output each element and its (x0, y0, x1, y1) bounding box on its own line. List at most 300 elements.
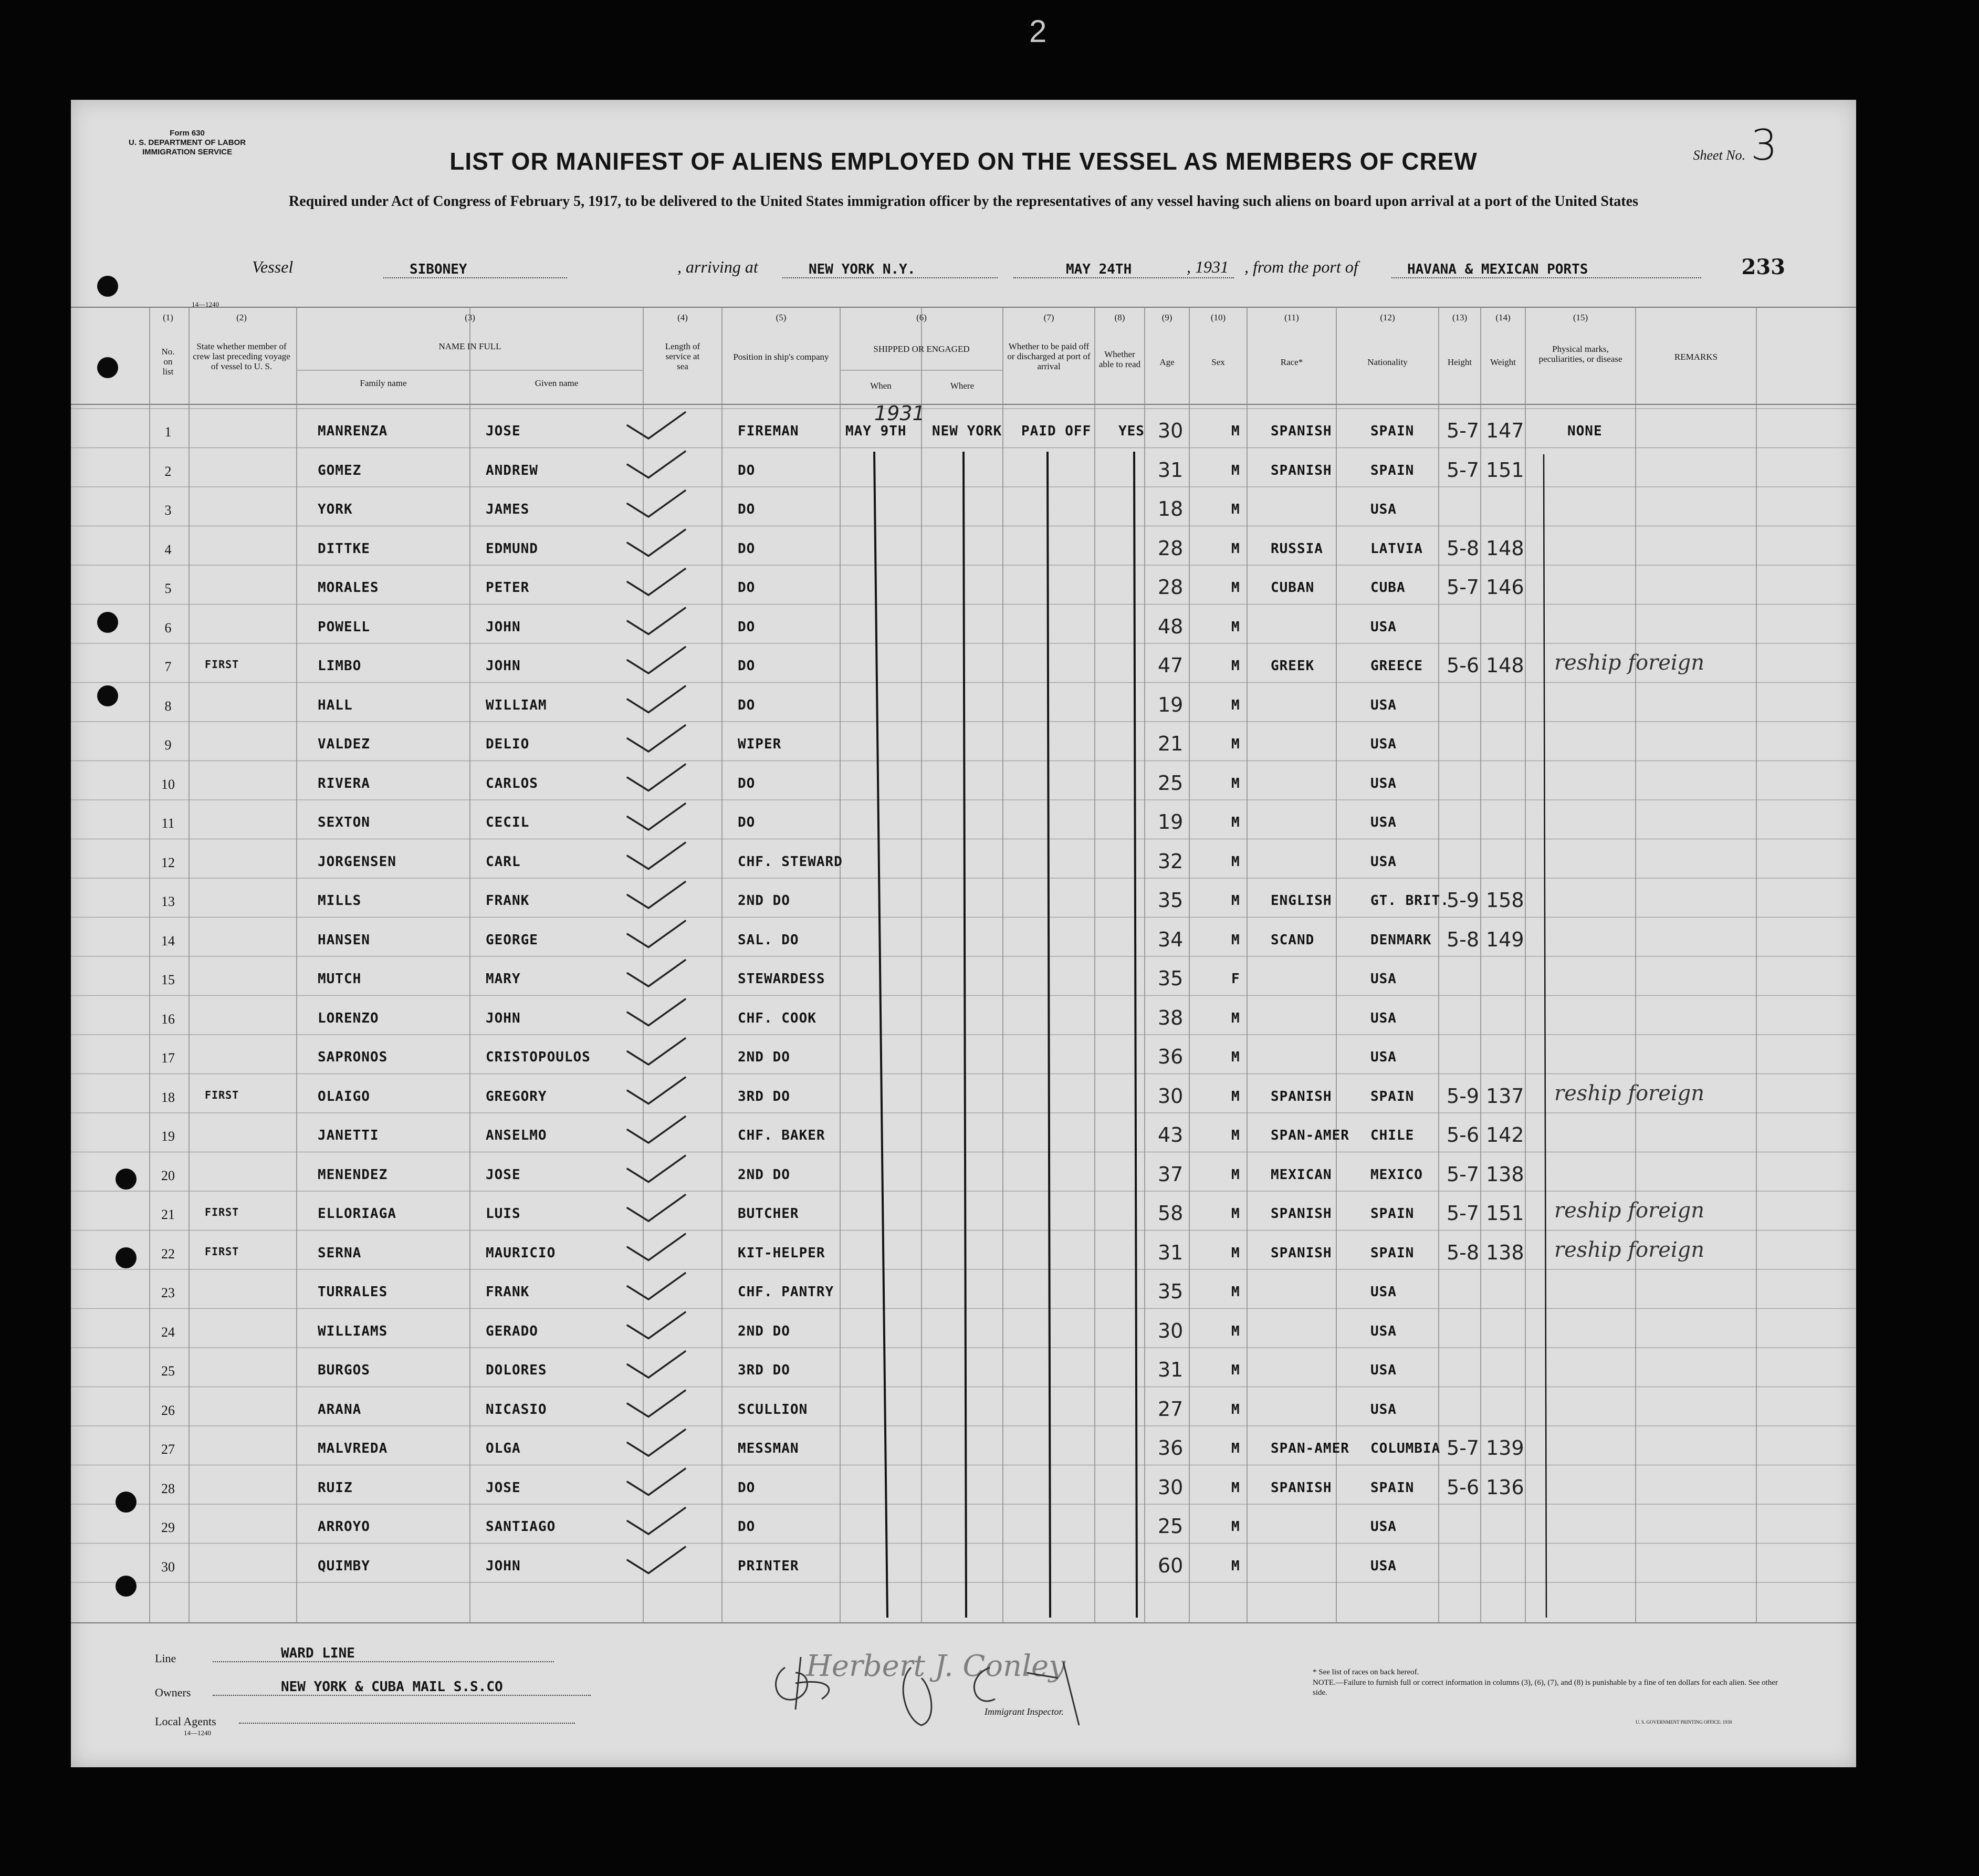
weight-cell: 148 (1486, 536, 1524, 560)
family-name-cell: HALL (318, 697, 353, 713)
row-number: 16 (161, 1011, 175, 1027)
col13-num: (13) (1452, 312, 1468, 322)
inspector-label: Immigrant Inspector. (985, 1706, 1064, 1717)
col11-label: Race* (1280, 357, 1303, 367)
age-cell: 31 (1158, 458, 1184, 482)
family-name-cell: POWELL (318, 619, 370, 635)
age-cell: 19 (1158, 693, 1184, 716)
service-text: IMMIGRATION SERVICE (142, 148, 233, 157)
sex-cell: M (1231, 423, 1240, 439)
position-cell: DO (738, 815, 756, 830)
nationality-cell: GT. BRIT. (1370, 893, 1449, 909)
height-cell: 5-9 (1447, 1084, 1480, 1108)
given-name-cell: DELIO (486, 736, 530, 752)
family-name-cell: TURRALES (318, 1284, 388, 1300)
department-text: U. S. DEPARTMENT OF LABOR (129, 138, 246, 147)
sex-cell: M (1231, 1245, 1240, 1261)
race-cell: SPANISH (1271, 1479, 1332, 1496)
row-number: 5 (164, 581, 172, 596)
sex-cell: M (1231, 1128, 1240, 1143)
nationality-cell: USA (1370, 971, 1397, 987)
row-number: 26 (161, 1402, 175, 1418)
family-name-cell: MILLS (318, 893, 362, 909)
age-cell: 35 (1158, 889, 1184, 912)
given-name-cell: JOHN (486, 658, 521, 674)
age-cell: 38 (1158, 1006, 1184, 1029)
given-name-cell: JOSE (486, 1166, 521, 1183)
col15-num: (15) (1573, 312, 1588, 322)
sex-cell: M (1231, 1284, 1240, 1300)
col4-num: (4) (677, 312, 688, 322)
row-number: 20 (161, 1168, 175, 1183)
race-cell: SPAN-AMER (1271, 1128, 1349, 1143)
nationality-cell: USA (1370, 619, 1397, 635)
punch-hole (116, 1576, 137, 1597)
state-cell: FIRST (205, 658, 239, 671)
page-title: LIST OR MANIFEST OF ALIENS EMPLOYED ON THE VESSEL AS MEMBERS OF CREW (449, 148, 1478, 175)
race-cell: SPANISH (1271, 1088, 1332, 1104)
height-cell: 5-6 (1447, 1475, 1480, 1499)
weight-cell: 151 (1486, 1202, 1524, 1225)
sex-cell: M (1231, 775, 1240, 791)
form-no-text: Form 630 (170, 129, 205, 138)
age-cell: 32 (1158, 849, 1184, 873)
given-name-cell: GERADO (486, 1323, 538, 1339)
family-name-cell: RIVERA (318, 775, 370, 791)
col3-family: Family name (360, 378, 407, 388)
given-name-cell: JOSE (486, 1479, 521, 1496)
sex-cell: M (1231, 1166, 1240, 1183)
height-cell: 5-6 (1447, 1123, 1480, 1147)
col10-label: Sex (1211, 357, 1225, 367)
given-name-cell: NICASIO (486, 1401, 547, 1418)
col1-num: (1) (163, 312, 173, 322)
race-cell: GREEK (1271, 658, 1315, 674)
age-cell: 47 (1158, 654, 1184, 677)
sex-cell: M (1231, 697, 1240, 713)
sex-cell: M (1231, 736, 1240, 752)
family-name-cell: BURGOS (318, 1362, 370, 1378)
height-cell: 5-8 (1447, 927, 1480, 951)
col1-label: No. on list (161, 347, 175, 377)
weight-cell: 139 (1486, 1436, 1524, 1460)
remarks-cell: reship foreign (1554, 1198, 1705, 1223)
col12-label: Nationality (1367, 357, 1408, 367)
given-name-cell: MARY (486, 971, 521, 987)
nationality-cell: LATVIA (1370, 540, 1423, 557)
family-name-cell: OLAIGO (318, 1088, 370, 1104)
state-cell: FIRST (205, 1206, 239, 1218)
family-name-cell: ARANA (318, 1401, 362, 1418)
given-name-cell: ANSELMO (486, 1128, 547, 1143)
height-cell: 5-7 (1447, 419, 1480, 442)
age-cell: 18 (1158, 497, 1184, 520)
line-value: WARD LINE (213, 1645, 554, 1662)
nationality-cell: USA (1370, 1010, 1397, 1026)
nationality-cell: COLUMBIA (1370, 1441, 1441, 1456)
marks-cell: NONE (1567, 423, 1603, 439)
nationality-cell: USA (1370, 502, 1397, 517)
family-name-cell: LORENZO (318, 1010, 379, 1026)
race-cell: SPAN-AMER (1271, 1441, 1349, 1456)
col12-num: (12) (1380, 312, 1395, 322)
state-cell: FIRST (205, 1088, 239, 1101)
row-number: 6 (164, 620, 172, 635)
page-subtitle: Required under Act of Congress of February 5, 1917, to be delivered to the United States immigration officer by the representatives of any vessel having such aliens on board upon arrival at a port of the United States (289, 193, 1638, 210)
owners-value: NEW YORK & CUBA MAIL S.S.CO (213, 1679, 591, 1696)
position-cell: DO (738, 462, 756, 478)
row-number: 8 (164, 698, 172, 714)
height-cell: 5-7 (1447, 458, 1480, 482)
age-cell: 25 (1158, 1515, 1184, 1538)
agents-label: Local Agents (155, 1715, 216, 1728)
row-number: 28 (161, 1481, 175, 1496)
nationality-cell: USA (1370, 1049, 1397, 1065)
printing-office: U. S. GOVERNMENT PRINTING OFFICE: 1930 (1636, 1719, 1732, 1725)
col9-label: Age (1159, 357, 1175, 367)
row-number: 13 (161, 894, 175, 909)
position-cell: CHF. STEWARD (738, 853, 843, 870)
sex-cell: M (1231, 1479, 1240, 1496)
nationality-cell: DENMARK (1370, 932, 1432, 948)
sex-cell: F (1231, 971, 1240, 987)
given-name-cell: JOSE (486, 423, 521, 439)
position-cell: SAL. DO (738, 932, 799, 948)
race-cell: SCAND (1271, 932, 1315, 948)
position-cell: BUTCHER (738, 1206, 799, 1222)
family-name-cell: MORALES (318, 580, 379, 596)
nationality-cell: USA (1370, 1401, 1397, 1418)
age-cell: 48 (1158, 614, 1184, 638)
col8-label: Whether able to read (1098, 349, 1141, 369)
age-cell: 28 (1158, 576, 1184, 599)
signature-text: Herbert J. Conley (806, 1649, 1065, 1683)
given-name-cell: LUIS (486, 1206, 521, 1222)
family-name-cell: MUTCH (318, 971, 362, 987)
row-number: 19 (161, 1129, 175, 1144)
age-cell: 60 (1158, 1554, 1184, 1577)
family-name-cell: MALVREDA (318, 1441, 388, 1456)
races-note: * See list of races on back hereof. (1313, 1668, 1419, 1676)
height-cell: 5-9 (1447, 889, 1480, 912)
nationality-cell: USA (1370, 853, 1397, 870)
nationality-cell: USA (1370, 1558, 1397, 1574)
age-cell: 30 (1158, 1319, 1184, 1342)
sex-cell: M (1231, 462, 1240, 478)
weight-cell: 158 (1486, 889, 1524, 912)
sex-cell: M (1231, 619, 1240, 635)
arriving-label: , arriving at (677, 257, 758, 276)
given-name-cell: ANDREW (486, 462, 538, 478)
age-cell: 31 (1158, 1241, 1184, 1264)
position-cell: DO (738, 540, 756, 557)
position-cell: KIT-HELPER (738, 1245, 825, 1261)
family-name-cell: MENENDEZ (318, 1166, 388, 1183)
row-number: 9 (164, 737, 172, 753)
given-name-cell: JOHN (486, 1558, 521, 1574)
weight-cell: 136 (1486, 1475, 1524, 1499)
port-label: , from the port of (1244, 257, 1358, 276)
given-name-cell: FRANK (486, 1284, 530, 1300)
row-number: 18 (161, 1089, 175, 1105)
family-name-cell: JANETTI (318, 1128, 379, 1143)
punch-hole (116, 1247, 137, 1268)
nationality-cell: SPAIN (1370, 1245, 1415, 1261)
height-cell: 5-7 (1447, 1202, 1480, 1225)
row-number: 23 (161, 1285, 175, 1300)
age-cell: 28 (1158, 536, 1184, 560)
position-cell: CHF. BAKER (738, 1128, 825, 1143)
sex-cell: M (1231, 815, 1240, 830)
position-cell: 2ND DO (738, 1049, 790, 1065)
given-name-cell: WILLIAM (486, 697, 547, 713)
sex-cell: M (1231, 1362, 1240, 1378)
when-cell: MAY 9TH (845, 423, 907, 439)
position-cell: DO (738, 1519, 756, 1535)
col6-when: When (870, 381, 892, 391)
col3-given: Given name (535, 378, 579, 388)
col8-num: (8) (1114, 312, 1125, 322)
race-cell: SPANISH (1271, 462, 1332, 478)
col11-num: (11) (1284, 312, 1299, 322)
sheet-no: 3 (1751, 121, 1777, 170)
manifest-sheet (71, 100, 1856, 1767)
height-cell: 5-6 (1447, 654, 1480, 677)
col14-num: (14) (1495, 312, 1511, 322)
sex-cell: M (1231, 1010, 1240, 1026)
weight-cell: 146 (1486, 576, 1524, 599)
col6-where: Where (950, 381, 975, 391)
sex-cell: M (1231, 1206, 1240, 1222)
col5-num: (5) (776, 312, 787, 322)
nationality-cell: SPAIN (1370, 1479, 1415, 1496)
family-name-cell: RUIZ (318, 1479, 353, 1496)
position-cell: CHF. COOK (738, 1010, 816, 1026)
row-number: 25 (161, 1363, 175, 1379)
weight-cell: 137 (1486, 1084, 1524, 1108)
punch-hole (116, 1169, 137, 1190)
nationality-cell: CHILE (1370, 1128, 1415, 1143)
agents-code: 14—1240 (184, 1729, 211, 1737)
position-cell: DO (738, 658, 756, 674)
weight-cell: 147 (1486, 419, 1524, 442)
page-number: 233 (1741, 255, 1785, 279)
row-number: 24 (161, 1324, 175, 1340)
given-name-cell: CARLOS (486, 775, 538, 791)
position-cell: DO (738, 1479, 756, 1496)
family-name-cell: HANSEN (318, 932, 370, 948)
given-name-cell: OLGA (486, 1441, 521, 1456)
nationality-cell: USA (1370, 815, 1397, 830)
nationality-cell: SPAIN (1370, 1206, 1415, 1222)
position-cell: DO (738, 619, 756, 635)
family-name-cell: YORK (318, 502, 353, 517)
age-cell: 35 (1158, 967, 1184, 990)
vessel-name: SIBONEY (383, 262, 567, 278)
height-cell: 5-7 (1447, 1436, 1480, 1460)
agents-line (239, 1723, 575, 1724)
position-cell: 3RD DO (738, 1362, 790, 1378)
position-cell: CHF. PANTRY (738, 1284, 834, 1300)
given-name-cell: MAURICIO (486, 1245, 556, 1261)
nationality-cell: USA (1370, 1362, 1397, 1378)
row-number: 27 (161, 1442, 175, 1457)
position-cell: DO (738, 775, 756, 791)
race-cell: RUSSIA (1271, 540, 1323, 557)
row-number: 21 (161, 1207, 175, 1222)
family-name-cell: ELLORIAGA (318, 1206, 396, 1222)
age-cell: 19 (1158, 810, 1184, 833)
row-number: 4 (164, 541, 172, 557)
row-number: 7 (164, 659, 172, 674)
col13-label: Height (1447, 357, 1472, 367)
paid-off-cell: PAID OFF (1021, 423, 1092, 439)
age-cell: 27 (1158, 1397, 1184, 1421)
family-name-cell: SEXTON (318, 815, 370, 830)
col10-num: (10) (1210, 312, 1226, 322)
weight-cell: 138 (1486, 1241, 1524, 1264)
position-cell: DO (738, 580, 756, 596)
shipped-year: 1931 (874, 402, 925, 425)
sex-cell: M (1231, 1323, 1240, 1339)
remarks-cell: reship foreign (1554, 651, 1705, 675)
col3-num: (3) (465, 312, 475, 322)
remarks-label: REMARKS (1674, 352, 1718, 362)
punch-hole (116, 1492, 137, 1513)
nationality-cell: SPAIN (1370, 423, 1415, 439)
position-cell: DO (738, 697, 756, 713)
sex-cell: M (1231, 580, 1240, 596)
given-name-cell: EDMUND (486, 540, 538, 557)
nationality-cell: USA (1370, 775, 1397, 791)
arrival-year: , 1931 (1187, 257, 1229, 276)
sex-cell: M (1231, 1088, 1240, 1104)
weight-cell: 149 (1486, 927, 1524, 951)
arrival-date: MAY 24TH (1013, 262, 1234, 278)
age-cell: 37 (1158, 1162, 1184, 1186)
position-cell: PRINTER (738, 1558, 799, 1574)
given-name-cell: SANTIAGO (486, 1519, 556, 1535)
nationality-cell: SPAIN (1370, 1088, 1415, 1104)
col7-num: (7) (1043, 312, 1054, 322)
col9-num: (9) (1161, 312, 1172, 322)
family-name-cell: LIMBO (318, 658, 362, 674)
nationality-cell: USA (1370, 1284, 1397, 1300)
given-name-cell: GEORGE (486, 932, 538, 948)
col2-num: (2) (236, 312, 247, 322)
row-number: 14 (161, 933, 175, 949)
family-name-cell: GOMEZ (318, 462, 362, 478)
given-name-cell: JAMES (486, 502, 530, 517)
given-name-cell: CRISTOPOULOS (486, 1049, 591, 1065)
race-cell: CUBAN (1271, 580, 1315, 596)
given-name-cell: CECIL (486, 815, 530, 830)
col15-label: Physical marks, peculiarities, or disease (1538, 344, 1622, 364)
sex-cell: M (1231, 1049, 1240, 1065)
age-cell: 30 (1158, 1475, 1184, 1499)
given-name-cell: CARL (486, 853, 521, 870)
family-name-cell: SERNA (318, 1245, 362, 1261)
where-cell: NEW YORK (932, 423, 1002, 439)
row-number: 2 (164, 463, 172, 479)
position-cell: DO (738, 502, 756, 517)
row-number: 17 (161, 1050, 175, 1066)
arriving-port: NEW YORK N.Y. (782, 262, 998, 278)
nationality-cell: SPAIN (1370, 462, 1415, 478)
row-number: 3 (164, 503, 172, 518)
row-number: 22 (161, 1246, 175, 1262)
row-number: 30 (161, 1559, 175, 1575)
nationality-cell: USA (1370, 697, 1397, 713)
position-cell: 3RD DO (738, 1088, 790, 1104)
given-name-cell: GREGORY (486, 1088, 547, 1104)
position-cell: MESSMAN (738, 1441, 799, 1456)
age-cell: 25 (1158, 771, 1184, 795)
form-code: 14—1240 (192, 300, 219, 308)
punch-hole (97, 685, 118, 706)
nationality-cell: MEXICO (1370, 1166, 1423, 1183)
given-name-cell: PETER (486, 580, 530, 596)
nationality-cell: USA (1370, 1519, 1397, 1535)
given-name-cell: JOHN (486, 619, 521, 635)
row-number: 1 (164, 424, 172, 440)
weight-cell: 142 (1486, 1123, 1524, 1147)
age-cell: 30 (1158, 1084, 1184, 1108)
row-number: 12 (161, 854, 175, 870)
family-name-cell: VALDEZ (318, 736, 370, 752)
race-cell: ENGLISH (1271, 893, 1332, 909)
family-name-cell: WILLIAMS (318, 1323, 388, 1339)
nationality-cell: CUBA (1370, 580, 1406, 596)
nationality-cell: USA (1370, 1323, 1397, 1339)
col3-label: NAME IN FULL (438, 341, 501, 351)
race-cell: SPANISH (1271, 1245, 1332, 1261)
age-cell: 36 (1158, 1436, 1184, 1460)
position-cell: STEWARDESS (738, 971, 825, 987)
nationality-cell: GREECE (1370, 658, 1423, 674)
row-number: 11 (161, 816, 175, 831)
race-cell: SPANISH (1271, 1206, 1332, 1222)
age-cell: 36 (1158, 1045, 1184, 1068)
sex-cell: M (1231, 540, 1240, 557)
remarks-cell: reship foreign (1554, 1081, 1705, 1106)
given-name-cell: FRANK (486, 893, 530, 909)
position-cell: 2ND DO (738, 1323, 790, 1339)
age-cell: 30 (1158, 419, 1184, 442)
col7-label: Whether to be paid off or discharged at port of arrival (1007, 341, 1091, 371)
vessel-label: Vessel (252, 257, 294, 276)
race-cell: MEXICAN (1271, 1166, 1332, 1183)
age-cell: 35 (1158, 1280, 1184, 1303)
row-number: 10 (161, 776, 175, 792)
col6-label: SHIPPED OR ENGAGED (873, 344, 970, 354)
sex-cell: M (1231, 658, 1240, 674)
sex-cell: M (1231, 1558, 1240, 1574)
family-name-cell: MANRENZA (318, 423, 388, 439)
state-cell: FIRST (205, 1245, 239, 1258)
family-name-cell: QUIMBY (318, 1558, 370, 1574)
weight-cell: 151 (1486, 458, 1524, 482)
position-cell: 2ND DO (738, 1166, 790, 1183)
height-cell: 5-8 (1447, 536, 1480, 560)
punch-hole (97, 357, 118, 378)
nationality-cell: USA (1370, 736, 1397, 752)
sex-cell: M (1231, 1441, 1240, 1456)
owners-label: Owners (155, 1686, 191, 1699)
given-name-cell: DOLORES (486, 1362, 547, 1378)
col5-label: Position in ship's company (733, 352, 829, 362)
punch-hole (97, 612, 118, 633)
